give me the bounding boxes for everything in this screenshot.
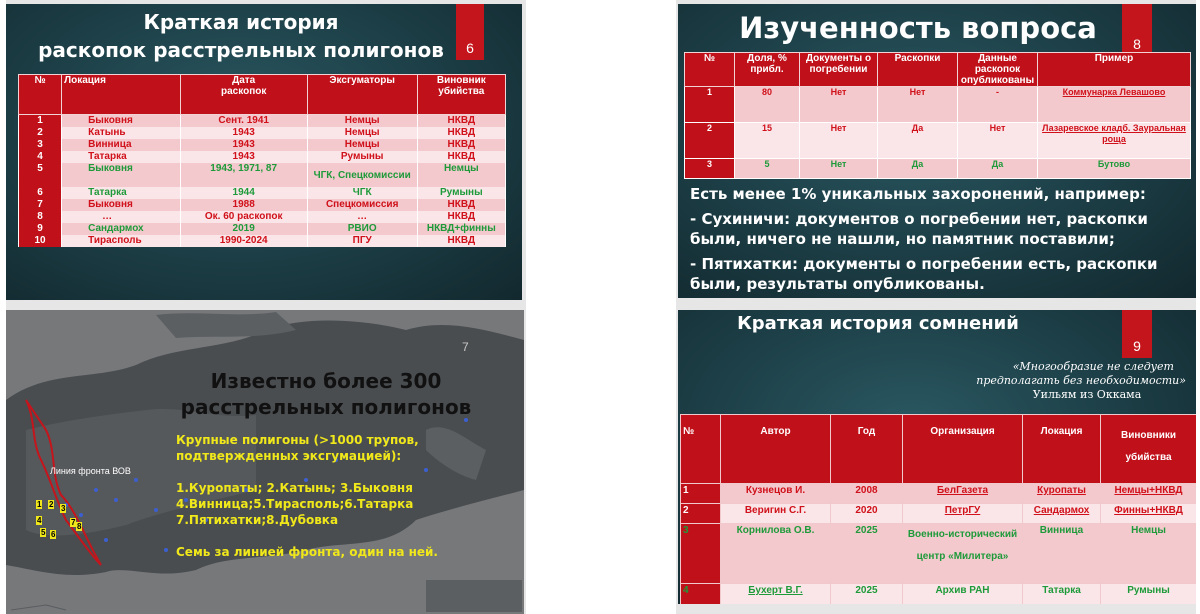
row-number: 1 bbox=[681, 484, 721, 504]
col-header-year: Год bbox=[831, 415, 903, 484]
exhumers-cell: … bbox=[307, 211, 417, 223]
culprit-cell: НКВД bbox=[417, 151, 505, 163]
location-cell: Быковня bbox=[62, 199, 181, 211]
date-cell: 1943 bbox=[180, 127, 307, 139]
exhumers-cell: ПГУ bbox=[307, 235, 417, 247]
exhumers-cell: Румыны bbox=[307, 151, 417, 163]
table-row bbox=[19, 151, 506, 163]
author-cell: Веригин С.Г. bbox=[721, 504, 831, 524]
occam-quote: «Многообразие не следует предполагать без необходимости» Уильям из Оккама bbox=[976, 360, 1186, 401]
site-marker: 6 bbox=[51, 530, 56, 539]
culprit-cell: Румыны bbox=[417, 187, 505, 199]
site-marker: 2 bbox=[49, 500, 54, 509]
author-cell: Бухерт В.Г. bbox=[721, 584, 831, 605]
row-number: 3 bbox=[681, 524, 721, 584]
row-number: 6 bbox=[19, 187, 62, 199]
table-row bbox=[681, 504, 1197, 524]
organization-cell: БелГазета bbox=[903, 484, 1023, 504]
exhumers-cell: РВИО bbox=[307, 223, 417, 235]
location-cell: Татарка bbox=[62, 151, 181, 163]
col-header-location: Локация bbox=[62, 75, 181, 115]
table-row bbox=[19, 115, 506, 128]
table-row bbox=[685, 123, 1191, 159]
location-cell: Катынь bbox=[62, 127, 181, 139]
culprits-cell: Немцы+НКВД bbox=[1101, 484, 1197, 504]
col-header-number: № bbox=[19, 75, 62, 115]
slide-number: 8 bbox=[1122, 4, 1152, 52]
research-status-table bbox=[684, 52, 1191, 179]
organization-cell: Военно-исторический центр «Милитера» bbox=[903, 524, 1023, 584]
table-row bbox=[19, 139, 506, 151]
organization-cell: Архив РАН bbox=[903, 584, 1023, 605]
example-cell: Бутово bbox=[1038, 159, 1191, 179]
exhumers-cell: Немцы bbox=[307, 115, 417, 128]
date-cell: Сент. 1941 bbox=[180, 115, 307, 128]
table-row bbox=[681, 524, 1197, 584]
col-header-example: Пример bbox=[1038, 53, 1191, 87]
location-cell: Тирасполь bbox=[62, 235, 181, 247]
table-row bbox=[681, 484, 1197, 504]
row-number: 7 bbox=[19, 199, 62, 211]
slide-9[interactable] bbox=[678, 310, 1196, 604]
documents-cell: Нет bbox=[800, 87, 878, 123]
page-gap bbox=[526, 0, 676, 614]
example-cell: Лазаревское кладб. Зауральная роща bbox=[1038, 123, 1191, 159]
date-cell: Ок. 60 раскопок bbox=[180, 211, 307, 223]
culprit-cell: НКВД bbox=[417, 127, 505, 139]
slide-7-title: Известно более 300 расстрельных полигонов bbox=[180, 369, 472, 419]
share-cell: 80 bbox=[735, 87, 800, 123]
table-row bbox=[681, 584, 1197, 605]
row-number: 1 bbox=[19, 115, 62, 128]
excavations-cell: Да bbox=[878, 159, 958, 179]
published-cell: Нет bbox=[958, 123, 1038, 159]
table-row bbox=[19, 223, 506, 235]
slide-8-title: Изученность вопроса bbox=[739, 11, 1097, 45]
culprits-cell: Финны+НКВД bbox=[1101, 504, 1197, 524]
organization-cell: ПетрГУ bbox=[903, 504, 1023, 524]
map-legend bbox=[426, 580, 522, 612]
location-cell: Татарка bbox=[62, 187, 181, 199]
table-row bbox=[19, 199, 506, 211]
year-cell: 2025 bbox=[831, 524, 903, 584]
excavation-history-table bbox=[18, 74, 506, 247]
table-row bbox=[19, 163, 506, 187]
location-cell: Куропаты bbox=[1023, 484, 1101, 504]
row-number: 2 bbox=[19, 127, 62, 139]
culprit-cell: НКВД bbox=[417, 211, 505, 223]
share-cell: 5 bbox=[735, 159, 800, 179]
col-header-published: Данные раскопок опубликованы bbox=[958, 53, 1038, 87]
published-cell: Да bbox=[958, 159, 1038, 179]
location-cell: Сандармох bbox=[62, 223, 181, 235]
col-header-author: Автор bbox=[721, 415, 831, 484]
col-header-culprit: Виновник убийства bbox=[417, 75, 505, 115]
doubts-history-table bbox=[680, 414, 1196, 604]
site-marker: 5 bbox=[41, 528, 46, 537]
exhumers-cell: ЧГК bbox=[307, 187, 417, 199]
culprit-cell: НКВД bbox=[417, 199, 505, 211]
large-sites-list: 1.Куропаты; 2.Катынь; 3.Быковня 4.Винница;5.Тирасполь;6.Татарка 7.Пятихатки;8.Дубовка bbox=[176, 481, 414, 527]
slide-number: 6 bbox=[456, 4, 484, 60]
author-cell: Кузнецов И. bbox=[721, 484, 831, 504]
row-number: 5 bbox=[19, 163, 62, 187]
col-header-organization: Организация bbox=[903, 415, 1023, 484]
date-cell: 1943, 1971, 87 bbox=[180, 163, 307, 187]
col-header-culprits: Виновники убийства bbox=[1101, 415, 1197, 484]
slide-9-title: Краткая история сомнений bbox=[737, 313, 1019, 334]
col-header-documents: Документы о погребении bbox=[800, 53, 878, 87]
location-cell: Быковня bbox=[62, 163, 181, 187]
culprit-cell: НКВД bbox=[417, 115, 505, 128]
slide-6-title: Краткая история раскопок расстрельных полигонов bbox=[38, 10, 444, 62]
table-row bbox=[19, 127, 506, 139]
col-header-share: Доля, % прибл. bbox=[735, 53, 800, 87]
culprits-cell: Румыны bbox=[1101, 584, 1197, 605]
table-row bbox=[685, 159, 1191, 179]
date-cell: 1944 bbox=[180, 187, 307, 199]
site-marker: 1 bbox=[37, 500, 42, 509]
row-number: 3 bbox=[685, 159, 735, 179]
culprit-cell: Немцы bbox=[417, 163, 505, 187]
documents-cell: Нет bbox=[800, 159, 878, 179]
year-cell: 2025 bbox=[831, 584, 903, 605]
culprit-cell: НКВД bbox=[417, 139, 505, 151]
published-cell: - bbox=[958, 87, 1038, 123]
exhumers-cell: Спецкомиссия bbox=[307, 199, 417, 211]
culprit-cell: НКВД+финны bbox=[417, 223, 505, 235]
row-number: 8 bbox=[19, 211, 62, 223]
date-cell: 2019 bbox=[180, 223, 307, 235]
row-number: 2 bbox=[685, 123, 735, 159]
author-cell: Корнилова О.В. bbox=[721, 524, 831, 584]
site-marker: 8 bbox=[77, 522, 82, 531]
site-marker: 4 bbox=[37, 516, 42, 525]
row-number: 1 bbox=[685, 87, 735, 123]
large-sites-subtitle: Крупные полигоны (>1000 трупов, подтвержденных эксгумацией): bbox=[176, 433, 419, 463]
share-cell: 15 bbox=[735, 123, 800, 159]
front-line-note: Семь за линией фронта, один на ней. bbox=[176, 545, 438, 559]
exhumers-cell: Немцы bbox=[307, 127, 417, 139]
slide-number: 7 bbox=[462, 340, 469, 354]
site-marker: 3 bbox=[61, 504, 66, 513]
col-header-excavations: Раскопки bbox=[878, 53, 958, 87]
col-header-location: Локация bbox=[1023, 415, 1101, 484]
date-cell: 1990-2024 bbox=[180, 235, 307, 247]
excavations-cell: Да bbox=[878, 123, 958, 159]
table-row bbox=[19, 211, 506, 223]
date-cell: 1988 bbox=[180, 199, 307, 211]
slide-8[interactable] bbox=[678, 4, 1196, 298]
table-row bbox=[685, 87, 1191, 123]
excavations-cell: Нет bbox=[878, 87, 958, 123]
col-header-date: Дата раскопок bbox=[180, 75, 307, 115]
row-number: 4 bbox=[19, 151, 62, 163]
date-cell: 1943 bbox=[180, 151, 307, 163]
culprit-cell: НКВД bbox=[417, 235, 505, 247]
location-cell: Винница bbox=[1023, 524, 1101, 584]
row-number: 2 bbox=[681, 504, 721, 524]
row-number: 3 bbox=[19, 139, 62, 151]
slide-6[interactable] bbox=[6, 4, 522, 300]
location-cell: … bbox=[62, 211, 181, 223]
date-cell: 1943 bbox=[180, 139, 307, 151]
table-row bbox=[19, 187, 506, 199]
table-header bbox=[681, 415, 1197, 484]
col-header-number: № bbox=[681, 415, 721, 484]
row-number: 10 bbox=[19, 235, 62, 247]
documents-cell: Нет bbox=[800, 123, 878, 159]
slide-7[interactable] bbox=[6, 310, 524, 614]
unique-burials-text: Есть менее 1% уникальных захоронений, например: - Сухиничи: документов о погребении нет, раскопки были, ничего не нашли, но памятник поставили; - Пятихатки: документы о погребении есть, раскопки были, результаты опубликованы. bbox=[690, 185, 1158, 293]
location-cell: Быковня bbox=[62, 115, 181, 128]
culprits-cell: Немцы bbox=[1101, 524, 1197, 584]
exhumers-cell: ЧГК, Спецкомиссии bbox=[307, 163, 417, 187]
col-header-number: № bbox=[685, 53, 735, 87]
site-marker: 7 bbox=[71, 518, 76, 527]
location-cell: Сандармох bbox=[1023, 504, 1101, 524]
slide-number: 9 bbox=[1122, 310, 1152, 358]
exhumers-cell: Немцы bbox=[307, 139, 417, 151]
location-cell: Винница bbox=[62, 139, 181, 151]
year-cell: 2020 bbox=[831, 504, 903, 524]
year-cell: 2008 bbox=[831, 484, 903, 504]
row-number: 9 bbox=[19, 223, 62, 235]
example-cell: Коммунарка Левашово bbox=[1038, 87, 1191, 123]
page-edge bbox=[1196, 0, 1200, 614]
location-cell: Татарка bbox=[1023, 584, 1101, 605]
table-row bbox=[19, 235, 506, 247]
row-number: 4 bbox=[681, 584, 721, 605]
front-line-label: Линия фронта ВОВ bbox=[50, 466, 131, 476]
col-header-exhumers: Эксгуматоры bbox=[307, 75, 417, 115]
